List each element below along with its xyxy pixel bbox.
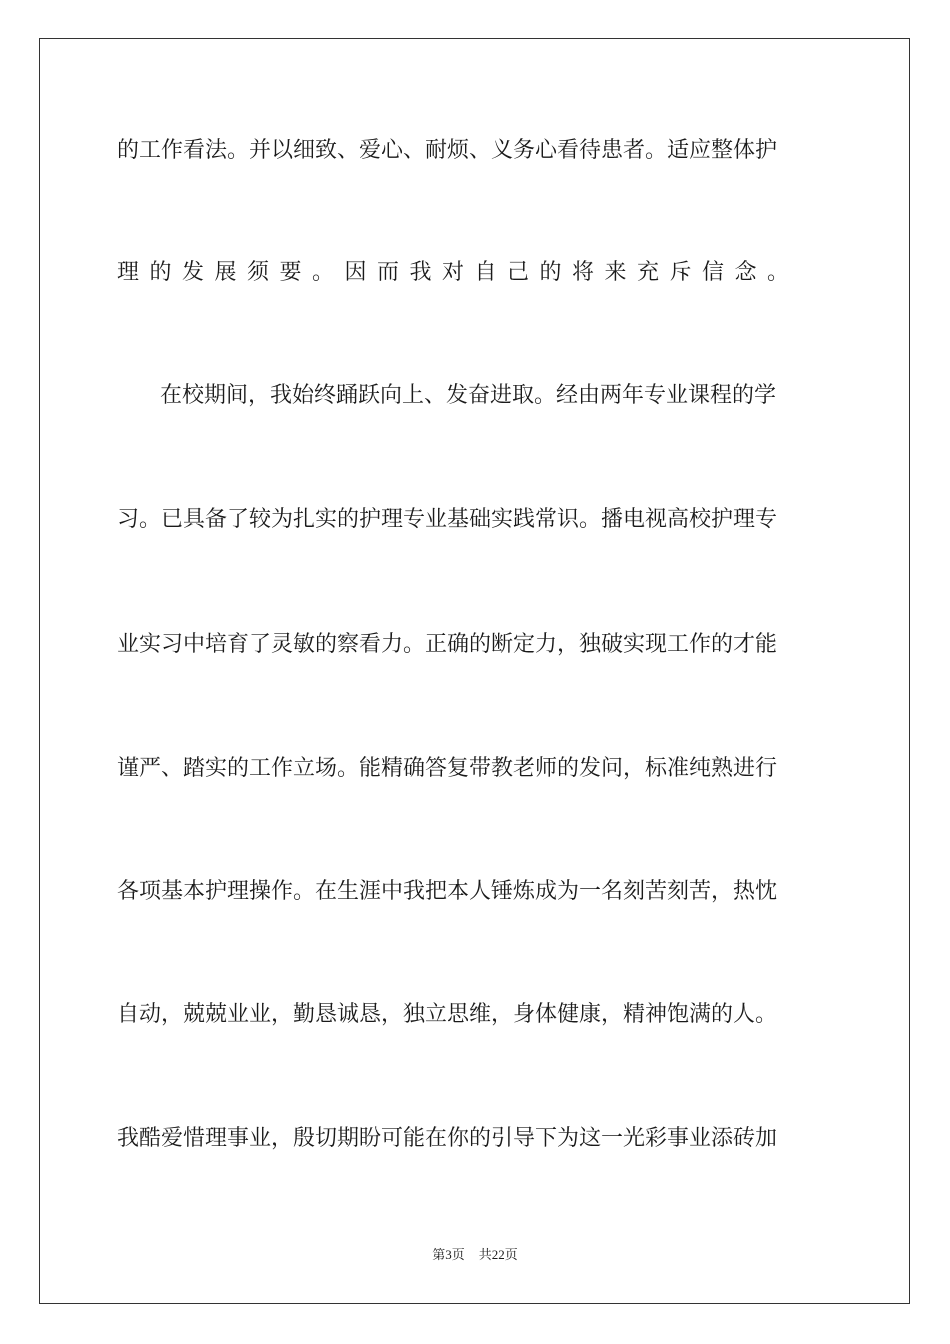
page-number: 第3页 [432,1247,465,1262]
text-line-2: 理的发展须要。因而我对自己的将来充斥信念。 [117,260,800,285]
text-line-4: 习。已具备了较为扎实的护理专业基础实践常识。播电视高校护理专 [117,507,778,532]
page-footer [0,1247,950,1263]
paragraph-start-line: 在校期间，我始终踊跃向上、发奋进取。经由两年专业课程的学 [160,383,777,408]
text-line-6: 谨严、踏实的工作立场。能精确答复带教老师的发问，标准纯熟进行 [117,756,778,781]
text-line-5: 业实习中培育了灵敏的察看力。正确的断定力，独破实现工作的才能 [117,632,778,657]
text-line-8: 自动，兢兢业业，勤恳诚恳，独立思维，身体健康，精神饱满的人。 [117,1002,778,1027]
text-line-9: 我酷爱惜理事业，殷切期盼可能在你的引导下为这一光彩事业添砖加 [117,1126,778,1151]
page-total: 共22页 [478,1247,518,1262]
text-line-7: 各项基本护理操作。在生涯中我把本人锤炼成为一名刻苦刻苦，热忱 [117,879,778,904]
text-line-1: 的工作看法。并以细致、爱心、耐烦、义务心看待患者。适应整体护 [117,138,778,163]
page-border [39,38,910,1304]
